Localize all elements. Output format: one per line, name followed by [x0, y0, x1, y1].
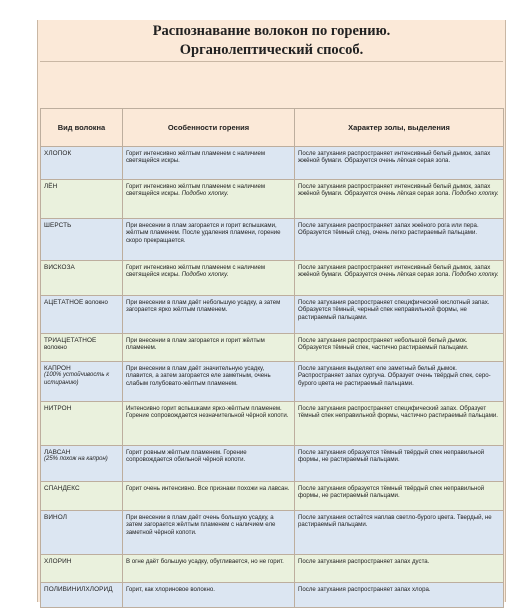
- ash-text: После затухания выделяет еле заметный белый дымок. Распространяет запах сургуча. Образует очень твёрдый спек, серо-бурого цвета не растираемый пальцами.: [298, 365, 491, 387]
- burning-cell: [123, 402, 295, 446]
- fiber-name: ТРИАЦЕТАТНОЕ: [44, 337, 97, 344]
- fiber-name-cell: [41, 511, 123, 555]
- title-line-1: Распознавание волокон по горению.: [152, 23, 391, 39]
- fiber-name: ЛЁН: [44, 183, 58, 190]
- fiber-name-cell: [41, 402, 123, 446]
- burning-cell: [123, 334, 295, 362]
- burning-note: Подобно хлопку.: [181, 271, 229, 279]
- burning-text: Горит, как хлориновое волокно.: [126, 586, 215, 593]
- table-row: [41, 334, 504, 362]
- burning-text: При внесении в плам загорается и горит жёлтым пламенем.: [126, 337, 265, 352]
- table-row: [41, 482, 504, 511]
- table-row: [41, 555, 504, 583]
- fiber-name-cell: [41, 482, 123, 511]
- burning-cell: [123, 446, 295, 482]
- burning-text: Интенсивно горит вспышками ярко-жёлтым пламенем. Горение сопровождается незначительной чёрной копоти.: [126, 405, 289, 420]
- ash-cell: [295, 219, 504, 261]
- burning-text: Горит интенсивно жёлтым пламенем с наличием светящейся искры.: [126, 183, 266, 198]
- burning-cell: [123, 511, 295, 555]
- burning-cell: [123, 147, 295, 180]
- burning-text: Горит интенсивно жёлтым пламенем с наличием светящейся искры.: [126, 150, 266, 165]
- ash-cell: [295, 261, 504, 296]
- ash-text: После затухания распространяет интенсивный белый дымок, запах жжёной бумаги. Образуется очень лёгкая серая зола.: [298, 150, 491, 165]
- burning-text: При внесении в плам загорается и горит вспышками, жёлтым пламенем. После удаления пламени, горение скоро прекращается.: [126, 222, 281, 244]
- burning-cell: [123, 555, 295, 583]
- burning-text: Горит очень интенсивно. Все признаки похожи на лавсан.: [126, 485, 290, 492]
- ash-note: Подобно хлопку.: [451, 271, 499, 279]
- ash-cell: [295, 180, 504, 219]
- ash-text: После затухания остаётся наплав светло-бурого цвета. Твердый, не растираемый пальцами.: [298, 514, 492, 529]
- ash-cell: [295, 334, 504, 362]
- table-row: [41, 296, 504, 334]
- burning-text: Горит интенсивно жёлтым пламенем с наличием светящейся искры.: [126, 264, 266, 279]
- ash-text: После затухания образуется тёмный твёрдый спек неправильной формы, не растираемый пальцами.: [298, 485, 485, 500]
- burning-text: При внесении в плам даёт значительную усадку, плавится, а затем загорается еле заметным, очень слабым голубовато-жёлтым пламенем.: [126, 365, 271, 387]
- ash-cell: [295, 555, 504, 583]
- burning-text: При внесении в плам даёт небольшую усадку, а затем загорается ярко жёлтым пламенем.: [126, 299, 281, 314]
- blank-band: [40, 63, 503, 109]
- ash-text: После затухания распространяет специфический кислотный запах. Образуется тёмный, черный спек неправильной формы, не растираемый пальцами.: [298, 299, 490, 321]
- fiber-name-cell: [41, 147, 123, 180]
- table-header-row: [41, 109, 504, 147]
- ash-cell: [295, 511, 504, 555]
- table-row: [41, 446, 504, 482]
- table-row: [41, 180, 504, 219]
- ash-text: После затухания распространяет запах дуста.: [298, 558, 430, 565]
- title-divider: [40, 61, 503, 62]
- ash-text: После затухания распространяет небольшой белый дымок. Образуется тёмный спек, частично растираемый пальцами.: [298, 337, 469, 352]
- document-sheet: [37, 20, 506, 602]
- ash-cell: [295, 362, 504, 402]
- fiber-name: ВИСКОЗА: [44, 264, 75, 271]
- ash-cell: [295, 446, 504, 482]
- ash-cell: [295, 147, 504, 180]
- fiber-name-cell: [41, 180, 123, 219]
- burning-cell: [123, 362, 295, 402]
- header-fiber-type: Вид волокна: [41, 109, 123, 147]
- table-row: [41, 147, 504, 180]
- fiber-name-cell: [41, 219, 123, 261]
- header-burning: Особенности горения: [123, 109, 295, 147]
- fiber-name: ШЕРСТЬ: [44, 222, 72, 229]
- burning-cell: [123, 219, 295, 261]
- table-row: [41, 219, 504, 261]
- table-row: [41, 511, 504, 555]
- burning-cell: [123, 296, 295, 334]
- fiber-name: ПОЛИВИНИЛХЛОРИД: [44, 586, 113, 593]
- fiber-name-cell: [41, 296, 123, 334]
- fiber-name: СПАНДЕКС: [44, 485, 80, 492]
- fiber-name: НИТРОН: [44, 405, 72, 412]
- table-row: [41, 261, 504, 296]
- fiber-name: ЛАВСАН: [44, 449, 71, 456]
- ash-cell: [295, 296, 504, 334]
- fiber-name-cell: [41, 555, 123, 583]
- ash-cell: [295, 402, 504, 446]
- fiber-note: (100% устойчивость к истиранию): [44, 372, 110, 386]
- fiber-name-cell: [41, 261, 123, 296]
- fiber-name: КАПРОН: [44, 365, 71, 372]
- title-line-2: Органолептический способ.: [179, 42, 364, 58]
- ash-text: После затухания распространяет интенсивный белый дымок, запах жжёной бумаги. Образуется очень лёгкая серая зола.: [298, 183, 491, 198]
- burning-text: Горит ровным жёлтым пламенем. Горение сопровождается обильной чёрной копоти.: [126, 449, 247, 464]
- fiber-name: ХЛОПОК: [44, 150, 72, 157]
- ash-note: Подобно хлопку.: [451, 190, 499, 198]
- ash-text: После затухания распространяет запах жжёного рога или пера. Образуется тёмный след, очень легко растираемый пальцами.: [298, 222, 479, 237]
- fiber-name: ХЛОРИН: [44, 558, 72, 565]
- ash-text: После затухания образуется тёмный твёрдый спек неправильной формы, не растираемый пальцами.: [298, 449, 485, 464]
- fiber-name: АЦЕТАТНОЕ: [44, 299, 84, 306]
- table-row: [41, 402, 504, 446]
- ash-text: После затухания распространяет интенсивный белый дымок, запах жжёной бумаги. Образуется очень лёгкая серая зола.: [298, 264, 491, 279]
- fiber-name-tail: волокно: [44, 344, 67, 352]
- burning-text: В огне даёт большую усадку, обугливается, но не горит.: [126, 558, 284, 565]
- fiber-note: (25% похож на капрон): [44, 456, 108, 463]
- table-row: [41, 362, 504, 402]
- header-ash: Характер золы, выделения: [295, 109, 504, 147]
- ash-cell: [295, 482, 504, 511]
- burning-cell: [123, 261, 295, 296]
- fiber-name: ВИНОЛ: [44, 514, 68, 521]
- burning-note: Подобно хлопку.: [181, 190, 229, 198]
- ash-text: После затухания распространяет специфический запах. Образует тёмный спек неправильной формы, частично растираемый пальцами.: [298, 405, 498, 420]
- burning-cell: [123, 482, 295, 511]
- fiber-name-tail: волокно: [85, 299, 108, 306]
- fiber-name-cell: [41, 362, 123, 402]
- burning-text: При внесении в плам даёт очень большую усадку, а затем загорается жёлтым пламенем с наличием еле заметной чёрной копоти.: [126, 514, 276, 536]
- ash-text: После затухания распространяет запах хлора.: [298, 586, 431, 593]
- page-title: [38, 22, 505, 60]
- burning-cell: [123, 180, 295, 219]
- fiber-name-cell: [41, 334, 123, 362]
- fiber-table: [40, 108, 504, 608]
- fiber-name-cell: [41, 446, 123, 482]
